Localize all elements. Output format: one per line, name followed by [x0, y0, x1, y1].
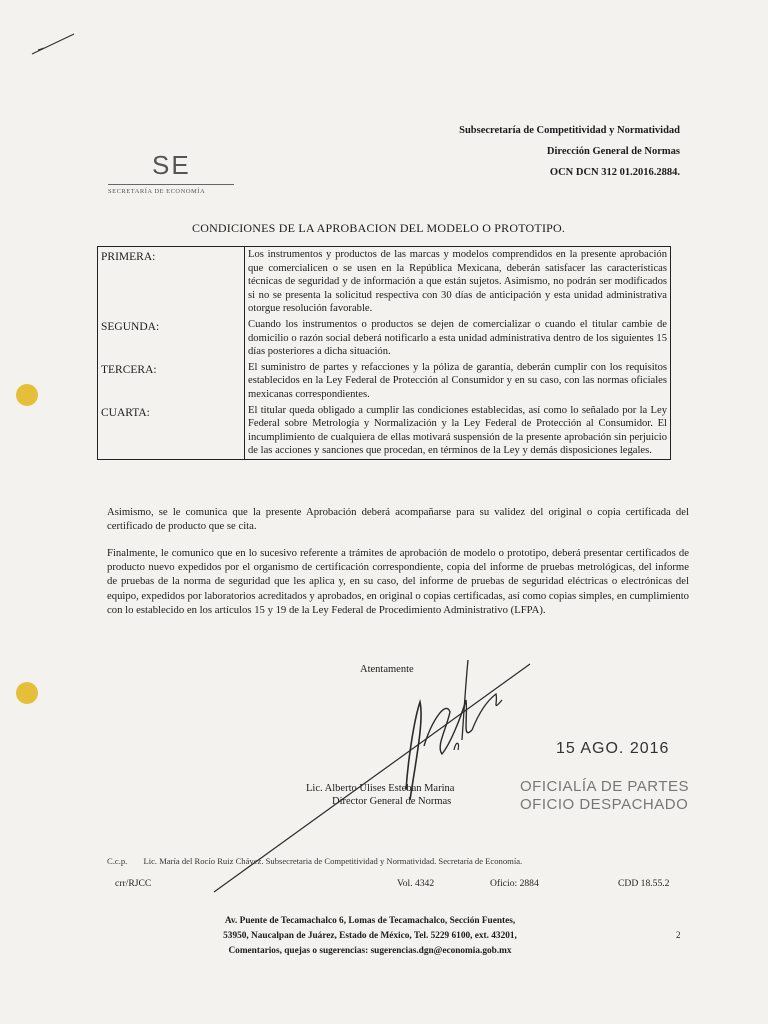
header-oficio-number: OCN DCN 312 01.2016.2884.: [549, 167, 680, 178]
punch-hole-top: [16, 384, 38, 406]
header-direccion: Dirección General de Normas: [546, 146, 680, 157]
condition-text: El suministro de partes y refacciones y la póliza de garantía, deberán cumplir con los requisitos establecidos en la Ley Federal de Protección al Consumidor y en su caso, con las normas oficiales mexicanas correspondientes.: [248, 361, 667, 400]
page-number: 2: [676, 930, 681, 940]
condition-row: [98, 247, 671, 317]
condition-row: [98, 317, 671, 360]
footer-line-2: 53950, Naucalpan de Juárez, Estado de México, Tel. 5229 6100, ext. 43201,: [223, 931, 517, 941]
condition-text: El titular queda obligado a cumplir las condiciones establecidas, así como lo señalado por la Ley Federal sobre Metrología y Normalización y la Ley Federal de Protección al Consumidor. El incumplimiento de cualquiera de ellas motivará suspensión de la presente aprobación sin perjuicio de las acciones y sanciones que procedan, en términos de la Ley y demás disposiciones legales.: [248, 404, 667, 457]
ccp-text: Lic. María del Rocío Ruiz Chávez. Subsecretaria de Competitividad y Normatividad. Secretaría de Economía.: [143, 856, 523, 866]
signer-name: Lic. Alberto Ulises Esteban Marina: [306, 783, 455, 794]
paragraph-validity: Asimismo, se le comunica que la presente Aprobación deberá acompañarse para su validez del original o copia certificada del certificado de producto que se cita.: [107, 506, 689, 533]
condition-text: Los instrumentos y productos de las marcas y modelos comprendidos en la presente aprobación que comercialicen o se usen en la República Mexicana, deberán satisfacer las características técnicas de seguridad y de información a que están sujetos. Asimismo, no podrán ser modificados si no se presenta la solicitud respectiva con 30 días de anticipación y esta unidad administrativa otorgue resolución favorable.: [248, 249, 667, 315]
closing-salutation: Atentamente: [360, 664, 414, 675]
ref-volume: Vol. 4342: [397, 878, 435, 889]
ref-initials: crr/RJCC: [115, 878, 152, 889]
ccp-label: C.c.p.: [107, 856, 128, 866]
ref-cdd: CDD 18.55.2: [618, 878, 670, 889]
se-logo-initials: SE: [152, 150, 191, 180]
footer-line-1: Av. Puente de Tecamachalco 6, Lomas de Tecamachalco, Sección Fuentes,: [224, 916, 516, 926]
oficialia-stamp-line1: OFICIALÍA DE PARTES: [520, 778, 689, 795]
condition-text: Cuando los instrumentos o productos se dejen de comercializar o cuando el titular cambie de domicilio o razón social deberá notificarlo a esta unidad administrativa dentro de los siguientes 15 días posteriores a dicha situación.: [248, 318, 667, 358]
ccp-line: [107, 856, 522, 866]
punch-hole-bottom: [16, 682, 38, 704]
oficialia-stamp: [520, 778, 689, 814]
conditions-table: [97, 246, 671, 460]
condition-label: PRIMERA:: [98, 247, 245, 317]
header-subsecretaria: Subsecretaría de Competitividad y Normatividad: [459, 125, 680, 136]
condition-row: [98, 403, 671, 460]
se-logo-subtitle: SECRETARÍA DE ECONOMÍA: [108, 188, 206, 195]
condition-label: SEGUNDA:: [98, 317, 245, 360]
date-stamp: 15 AGO. 2016: [556, 740, 670, 757]
footer-address: [180, 914, 560, 959]
footer-line-3: Comentarios, quejas o sugerencias: sugerencias.dgn@economia.gob.mx: [228, 946, 512, 956]
ref-oficio: Oficio: 2884: [490, 878, 539, 889]
signer-position: Director General de Normas: [332, 796, 452, 807]
paragraph-requirements: Finalmente, le comunico que en lo sucesivo referente a trámites de aprobación de modelo o prototipo, deberá presentar certificados de producto nuevo expedidos por el organismo de certificación correspondiente, copia del informe de pruebas metrológicas, del informe de pruebas de la norma de seguridad que les aplica y, en su caso, del informe de pruebas de seguridad eléctricas o electrónicas del equipo, expedidos por laboratorios acreditados y aprobados, en original o copias certificadas, así como copias simples, en cumplimiento con lo establecido en los artículos 15 y 19 de la Ley Federal de Procedimiento Administrativo (LFPA).: [107, 547, 690, 616]
oficialia-stamp-line2: OFICIO DESPACHADO: [520, 796, 689, 813]
signer-block: [306, 782, 454, 808]
condition-label: CUARTA:: [98, 403, 245, 460]
condition-row: [98, 360, 671, 403]
document-title: CONDICIONES DE LA APROBACION DEL MODELO O PROTOTIPO.: [192, 221, 566, 235]
condition-label: TERCERA:: [98, 360, 245, 403]
pen-mark: [28, 30, 78, 60]
logo-divider: [108, 184, 234, 185]
